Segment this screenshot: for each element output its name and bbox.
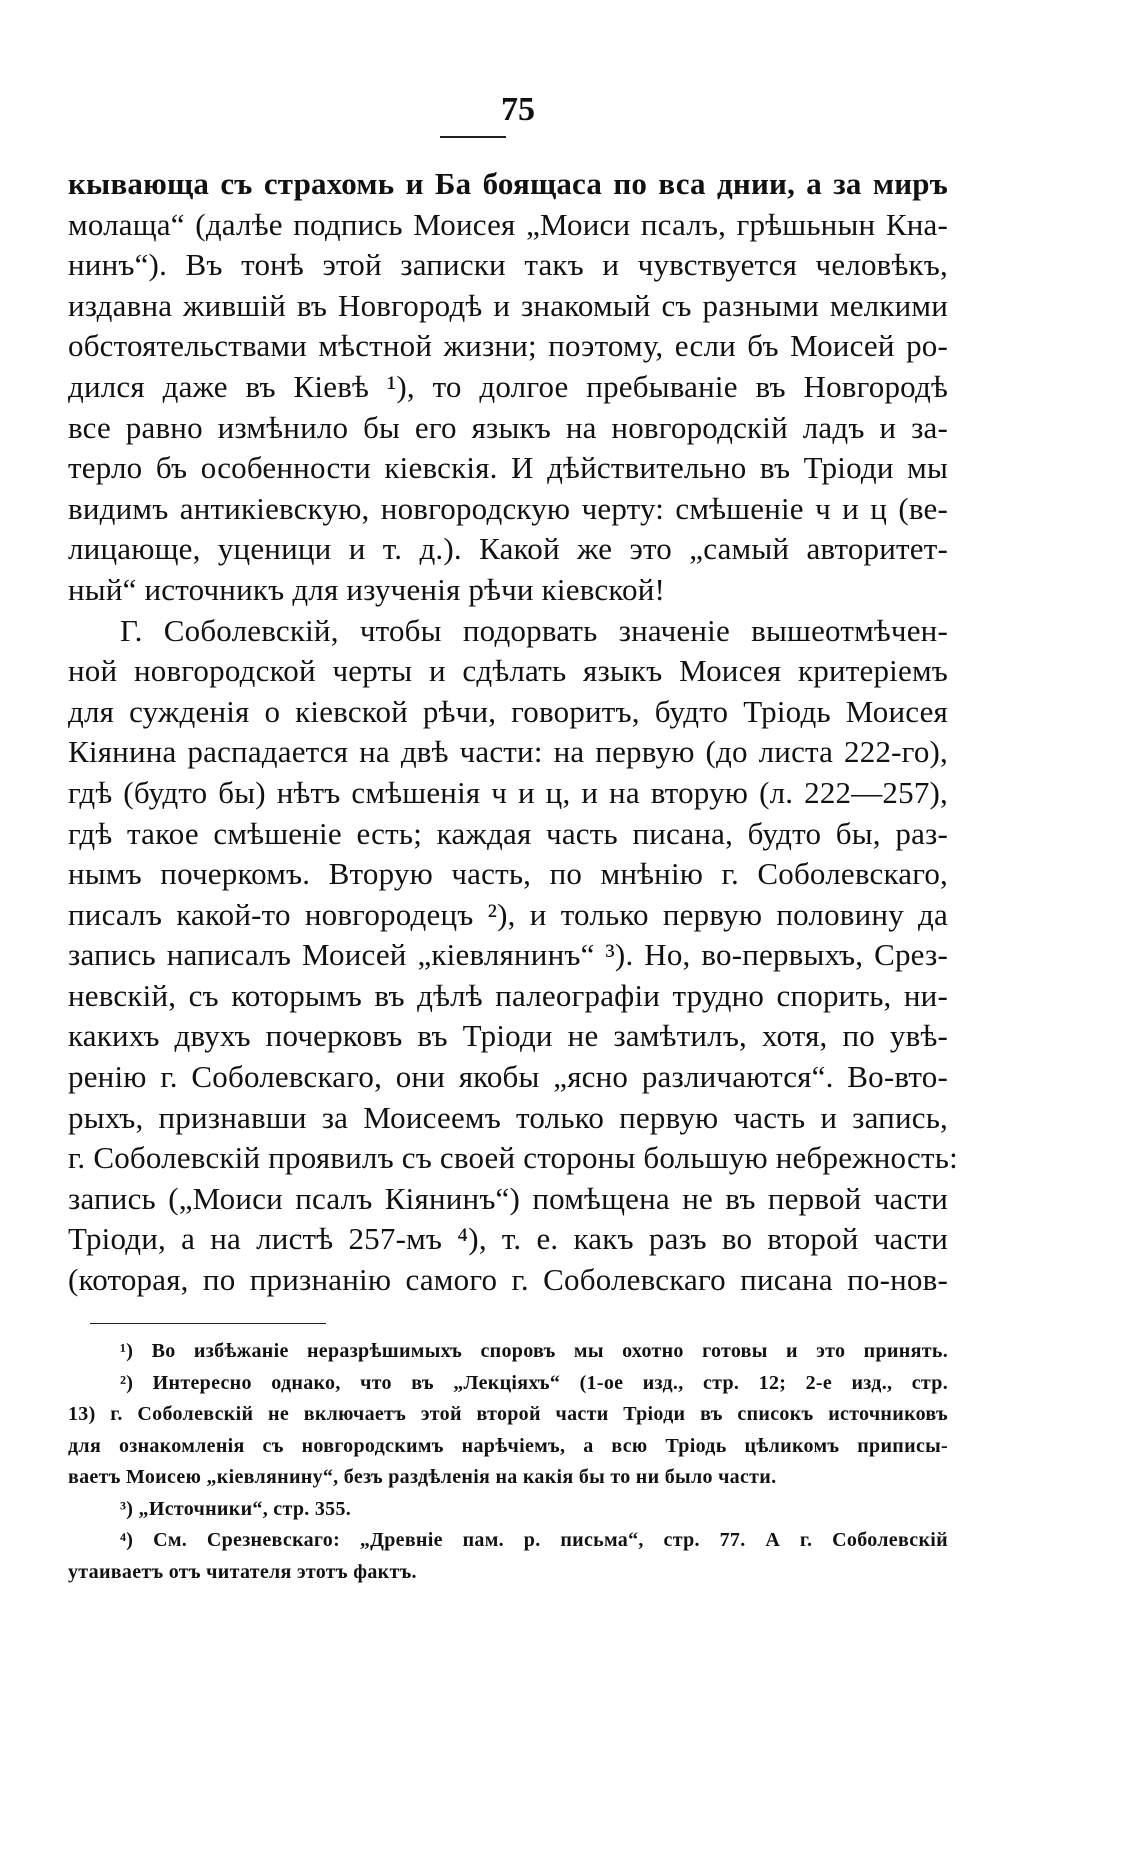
footnote-line: ⁴) См. Срезневскаго: „Древніе пам. р. письма“, стр. 77. А г. Соболевскій [120,1529,948,1552]
text-line: г. Соболевскій проявилъ съ своей стороны большую небрежность: [68,1140,958,1176]
text-line: писалъ какой-то новгородецъ ²), и только первую половину да [68,896,948,932]
text-line: нымъ почеркомъ. Вторую часть, по мнѣнію г. Соболевскаго, [68,856,948,892]
text-line: гдѣ (будто бы) нѣтъ смѣшенія ч и ц, и на вторую (л. 222—257), [68,774,948,810]
footnote-line: для ознакомленія съ новгородскимъ нарѣчіемъ, а всю Тріодь цѣликомъ приписы- [68,1434,948,1457]
page-number: 75 [501,91,535,128]
footnote-line: ³) „Источники“, стр. 355. [120,1497,352,1520]
footnote-line: ²) Интересно однако, что въ „Лекціяхъ“ (1-ое изд., стр. 12; 2-е изд., стр. [120,1371,948,1394]
footnote-line: ¹) Во избѣжаніе неразрѣшимыхъ споровъ мы охотно готовы и это принять. [120,1340,948,1363]
text-line: для сужденія о кіевской рѣчи, говоритъ, будто Тріодь Моисея [68,693,948,729]
text-line: нинъ“). Въ тонѣ этой записки такъ и чувствуется человѣкъ, [68,247,948,283]
text-line: кывающа съ страхомь и Ба боящаса по вса днии, а за миръ [68,166,948,201]
text-line: запись („Моиси псалъ Кіянинъ“) помѣщена не въ первой части [68,1180,948,1216]
page-content [68,90,958,1588]
footnote-line: 13) г. Соболевскій не включаетъ этой второй части Тріоди въ списокъ источниковъ [68,1403,948,1426]
text-line: обстоятельствами мѣстной жизни; поэтому, если бъ Моисей ро- [68,328,948,364]
text-line: видимъ антикіевскую, новгородскую черту: смѣшеніе ч и ц (ве- [68,490,948,526]
text-line: Г. Соболевскій, чтобы подорвать значеніе вышеотмѣчен- [120,612,948,648]
text-line: молаща“ (далѣе подпись Моисея „Моиси псалъ, грѣшьнын Кна- [68,206,948,242]
text-line: все равно измѣнило бы его языкъ на новгородскій ладъ и за- [68,409,948,445]
text-line: запись написалъ Моисей „кіевлянинъ“ ³). Но, во-первыхъ, Срез- [68,937,948,973]
text-line: (которая, по признанію самого г. Соболевскаго писана по-нов- [68,1262,948,1298]
header-rule [440,136,506,138]
text-line: лицающе, уценици и т. д.). Какой же это „самый авторитет- [68,531,948,567]
text-line: Тріоди, а на листѣ 257-мъ ⁴), т. е. какъ разъ во второй части [68,1221,948,1257]
footnotes [68,1336,948,1588]
text-line: невскій, съ которымъ въ дѣлѣ палеографіи трудно спорить, ни- [68,977,948,1013]
text-line: Кіянина распадается на двѣ части: на первую (до листа 222-го), [68,734,948,770]
text-line: какихъ двухъ почерковъ въ Тріоди не замѣтилъ, хотя, по увѣ- [68,1018,948,1054]
text-line: ной новгородской черты и сдѣлать языкъ Моисея критеріемъ [68,653,948,689]
text-line: дился даже въ Кіевѣ ¹), то долгое пребываніе въ Новгородѣ [68,368,948,404]
text-line: терло бъ особенности кіевскія. И дѣйствительно въ Тріоди мы [68,450,948,486]
text-line: ренію г. Соболевскаго, они якобы „ясно различаются“. Во-вто- [68,1059,948,1095]
text-line: ный“ источникъ для изученія рѣчи кіевской! [68,571,666,607]
text-line: гдѣ такое смѣшеніе есть; каждая часть писана, будто бы, раз- [68,815,948,851]
footnote-rule [90,1323,326,1325]
footnote-line: ваетъ Моисею „кіевлянину“, безъ раздѣленія на какія бы то ни было части. [68,1466,777,1489]
text-line: рыхъ, признавши за Моисеемъ только первую часть и запись, [68,1099,948,1135]
text-line: издавна жившій въ Новгородѣ и знакомый съ разными мелкими [68,287,948,323]
footnote-line: утаиваетъ отъ читателя этотъ фактъ. [68,1560,417,1583]
body-text [68,164,958,1301]
